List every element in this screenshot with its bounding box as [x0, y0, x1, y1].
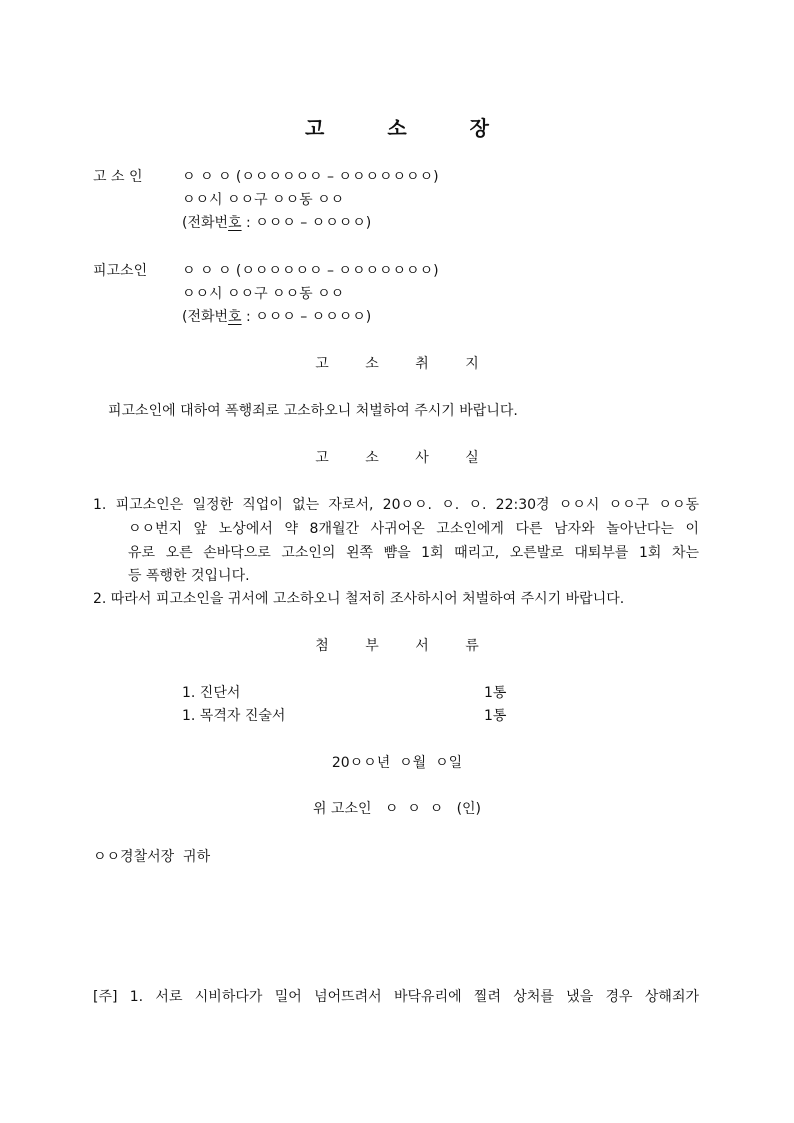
complainant-address: ㅇㅇ시 ㅇㅇ구 ㅇㅇ동 ㅇㅇ — [182, 192, 345, 208]
complainant-phone — [182, 214, 371, 232]
facts-item1-line1: 1. 피고소인은 일정한 직업이 없는 자로서, 20ㅇㅇ. ㅇ. ㅇ. 22:30경 ㅇㅇ시 ㅇㅇ구 ㅇㅇ동 — [93, 497, 699, 513]
accused-phone-prefix: (전화번 — [182, 309, 229, 325]
accused-phone-rest: : ㅇㅇㅇ – ㅇㅇㅇㅇ) — [241, 309, 372, 325]
recipient: ㅇㅇ경찰서장 귀하 — [93, 849, 211, 865]
facts-heading: 고 소 사 실 — [315, 450, 495, 466]
facts-item1-line2: ㅇㅇ번지 앞 노상에서 약 8개월간 사귀어온 고소인에게 다른 남자와 놀아난다는 이 — [128, 521, 699, 537]
complainant-phone-prefix: (전화번 — [182, 215, 229, 231]
facts-item1-line4: 등 폭행한 것입니다. — [128, 568, 250, 584]
complainant-phone-rest: : ㅇㅇㅇ – ㅇㅇㅇㅇ) — [241, 215, 372, 231]
attachments-heading: 첨 부 서 류 — [315, 638, 495, 654]
accused-phone — [182, 308, 371, 326]
complainant-phone-underlined: 호 — [228, 215, 242, 231]
attachment-item-count: 1통 — [484, 708, 507, 724]
attachment-item-count: 1통 — [484, 685, 507, 701]
accused-name: ㅇ ㅇ ㅇ (ㅇㅇㅇㅇㅇㅇ – ㅇㅇㅇㅇㅇㅇㅇ) — [182, 263, 439, 279]
accused-phone-underlined: 호 — [228, 309, 242, 325]
accused-label: 피고소인 — [93, 263, 148, 279]
document-title: 고 소 장 — [305, 116, 517, 140]
signature-line: 위 고소인 ㅇ ㅇ ㅇ (인) — [312, 801, 482, 817]
purpose-heading: 고 소 취 지 — [315, 356, 495, 372]
complainant-name: ㅇ ㅇ ㅇ (ㅇㅇㅇㅇㅇㅇ – ㅇㅇㅇㅇㅇㅇㅇ) — [182, 169, 439, 185]
document-date: 20ㅇㅇ년 ㅇ월 ㅇ일 — [331, 755, 463, 771]
attachment-item-name: 1. 목격자 진술서 — [182, 708, 286, 724]
facts-item2: 2. 따라서 피고소인을 귀서에 고소하오니 철저히 조사하시어 처벌하여 주시기 바랍니다. — [93, 591, 625, 607]
footnote: [주] 1. 서로 시비하다가 밀어 넘어뜨려서 바닥유리에 찔려 상처를 냈을 경우 상해죄가 — [93, 989, 699, 1005]
accused-address: ㅇㅇ시 ㅇㅇ구 ㅇㅇ동 ㅇㅇ — [182, 286, 345, 302]
purpose-text: 피고소인에 대하여 폭행죄로 고소하오니 처벌하여 주시기 바랍니다. — [108, 403, 518, 419]
attachment-item-name: 1. 진단서 — [182, 685, 241, 701]
facts-item1-line3: 유로 오른 손바닥으로 고소인의 왼쪽 뺨을 1회 때리고, 오른발로 대퇴부를 1회 차는 — [128, 545, 699, 561]
complainant-label: 고 소 인 — [93, 169, 143, 185]
